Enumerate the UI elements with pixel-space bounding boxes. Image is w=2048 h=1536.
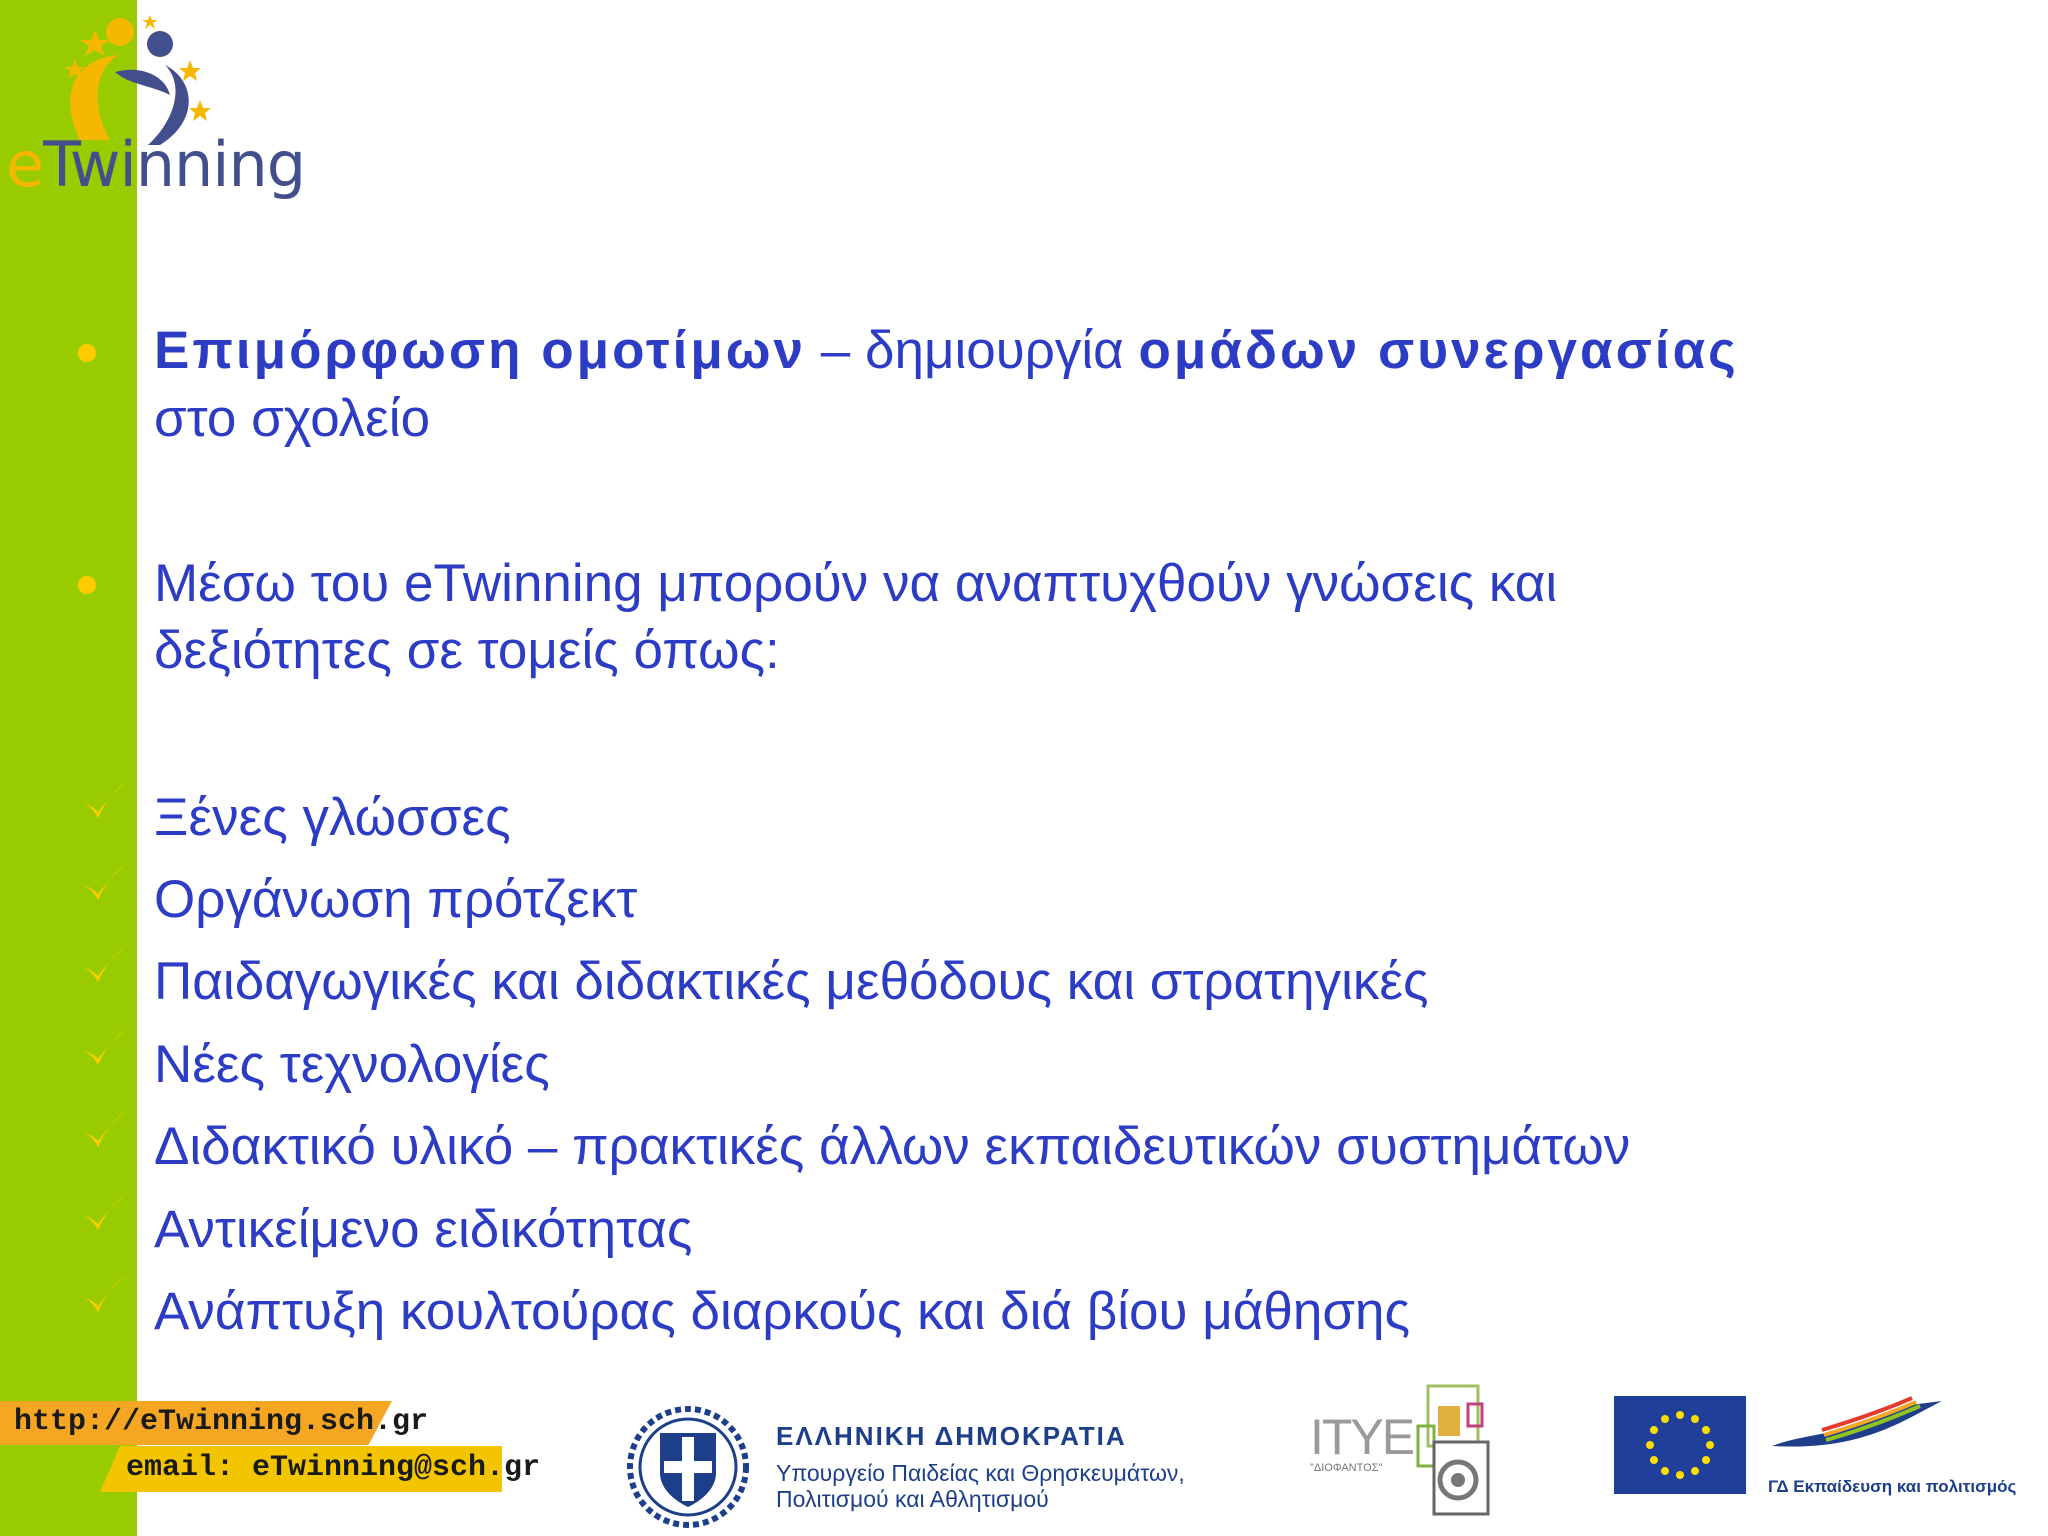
checklist-item: Οργάνωση πρότζεκτ — [154, 870, 638, 929]
checkmark-icon — [80, 1107, 128, 1155]
checklist-item: Παιδαγωγικές και διδακτικές μεθόδους και στρατηγικές — [154, 952, 1429, 1011]
lifelong-learning-text: ΓΔ Εκπαίδευση και πολιτισμός — [1768, 1477, 2017, 1496]
checkmark-icon — [80, 942, 128, 990]
checklist-item: Αντικείμενο ειδικότητας — [154, 1200, 693, 1259]
checklist-item: Διδακτικό υλικό – πρακτικές άλλων εκπαιδευτικών συστημάτων — [154, 1117, 1631, 1176]
bullet-1-line-1: Επιμόρφωση ομοτίμων – δημιουργία ομάδων συνεργασίας — [154, 321, 1739, 380]
ministry-title: ΕΛΛΗΝΙΚΗ ΔΗΜΟΚΡΑΤΙΑ — [776, 1421, 1127, 1451]
bullet-dot — [78, 576, 96, 594]
eu-flag-icon — [1614, 1396, 1746, 1494]
greek-coat-of-arms-icon — [624, 1403, 752, 1531]
lifelong-learning-logo-icon — [1762, 1396, 1952, 1468]
bullet-dot — [78, 344, 96, 362]
etwinning-logo-text: eTwinning — [6, 128, 306, 201]
itye-logo-text: ΙΤΥΕ — [1310, 1409, 1414, 1465]
ministry-subtitle-line-1: Υπουργείο Παιδείας και Θρησκευμάτων, — [776, 1460, 1185, 1486]
bullet-1-line-2: στο σχολείο — [154, 389, 431, 448]
bullet-2-line-2: δεξιότητες σε τομείς όπως: — [154, 621, 780, 680]
checklist-item: Ξένες γλώσσες — [154, 788, 511, 847]
checkmark-icon — [80, 860, 128, 908]
itye-logo-subtitle: "ΔΙΟΦΑΝΤΟΣ" — [1310, 1462, 1383, 1474]
website-link[interactable]: http://eTwinning.sch.gr — [14, 1405, 429, 1439]
bullet-2-line-1: Μέσω του eTwinning μπορούν να αναπτυχθούν γνώσεις και — [154, 554, 1558, 613]
checkmark-icon — [80, 1190, 128, 1238]
ministry-subtitle — [776, 1460, 1185, 1512]
checkmark-icon — [80, 1272, 128, 1320]
checklist-item: Νέες τεχνολογίες — [154, 1035, 550, 1094]
ministry-subtitle-line-2: Πολιτισμού και Αθλητισμού — [776, 1486, 1049, 1512]
checkmark-icon — [80, 1025, 128, 1073]
email-link[interactable]: email: eTwinning@sch.gr — [126, 1451, 541, 1485]
itye-diofantos-logo-icon — [1398, 1376, 1510, 1524]
checklist-item: Ανάπτυξη κουλτούρας διαρκούς και διά βίου μάθησης — [154, 1282, 1411, 1341]
checkmark-icon — [80, 778, 128, 826]
